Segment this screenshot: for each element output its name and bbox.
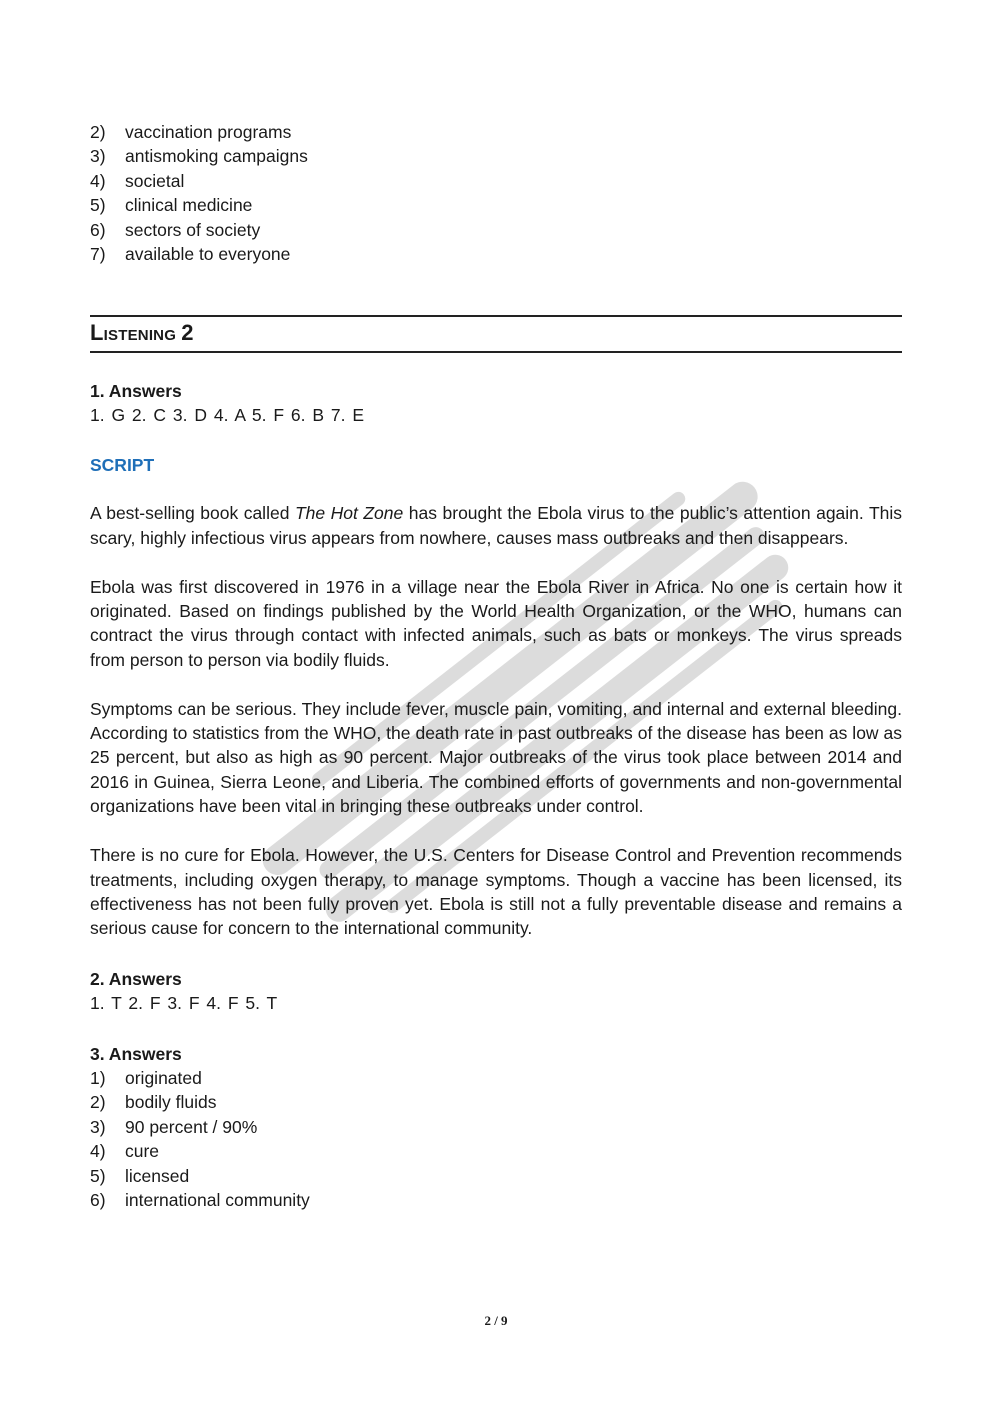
list-item: 2) bodily fluids: [90, 1092, 217, 1113]
list-item: 7) available to everyone: [90, 244, 291, 265]
list-item: 3) antismoking campaigns: [90, 146, 308, 167]
answers-2-values: 1. T 2. F 3. F 4. F 5. T: [90, 993, 278, 1014]
list-item: 1) originated: [90, 1067, 202, 1088]
script-paragraph: Symptoms can be serious. They include fever, muscle pain, vomiting, and internal and external bleeding. According to statistics from the WHO, the death rate in past outbreaks of the disease has been as low as 25 percent, but also as high as 90 percent. Major outbreaks of the virus took place between 2014 and 2016 in Guinea, Sierra Leone, and Liberia. The combined efforts of governments and non-governmental organizations have been vital in bringing these outbreaks under control.: [90, 698, 902, 817]
answers-3-title: 3. Answers: [90, 1043, 182, 1064]
list-item: 5) licensed: [90, 1165, 190, 1186]
script-paragraph: Ebola was first discovered in 1976 in a village near the Ebola River in Africa. No one is certain how it originated. Based on findings published by the World Health Organization, or the WHO, humans can contract the virus through contact with infected animals, such as bats or monkeys. The virus spreads from person to person via bodily fluids.: [90, 576, 902, 670]
document-page: [90, 120, 902, 1212]
book-title: The Hot Zone: [294, 503, 404, 524]
answers-1-values: 1. G 2. C 3. D 4. A 5. F 6. B 7. E: [90, 405, 365, 426]
answers-2-title: 2. Answers: [90, 968, 182, 989]
list-item: 2) vaccination programs: [90, 122, 292, 142]
list-item: 6) sectors of society: [90, 219, 261, 240]
list-item: 4) cure: [90, 1141, 160, 1162]
section-header: [90, 315, 902, 352]
answers-1-title: 1. Answers: [90, 380, 182, 401]
script-label: SCRIPT: [90, 454, 155, 475]
answers-3-list: [90, 1066, 902, 1212]
list-item: 5) clinical medicine: [90, 195, 253, 216]
section-title: LISTENING 2: [90, 320, 194, 346]
top-answer-list: [90, 120, 902, 266]
list-item: 4) societal: [90, 170, 185, 191]
script-paragraph: There is no cure for Ebola. However, the U.S. Centers for Disease Control and Prevention recommends treatments, including oxygen therapy, to manage symptoms. Though a vaccine has been licensed, its effectiveness has not been fully proven yet. Ebola is still not a fully preventable disease and remains a serious cause for concern to the international community.: [90, 845, 902, 939]
script-paragraph: A best-selling book called The Hot Zone has brought the Ebola virus to the public’s attention again. This scary, highly infectious virus appears from nowhere, causes mass outbreaks and then disappears.: [90, 503, 903, 548]
page-number: 2 / 9: [484, 1313, 508, 1328]
list-item: 3) 90 percent / 90%: [90, 1116, 258, 1137]
list-item: 6) international community: [90, 1189, 310, 1210]
